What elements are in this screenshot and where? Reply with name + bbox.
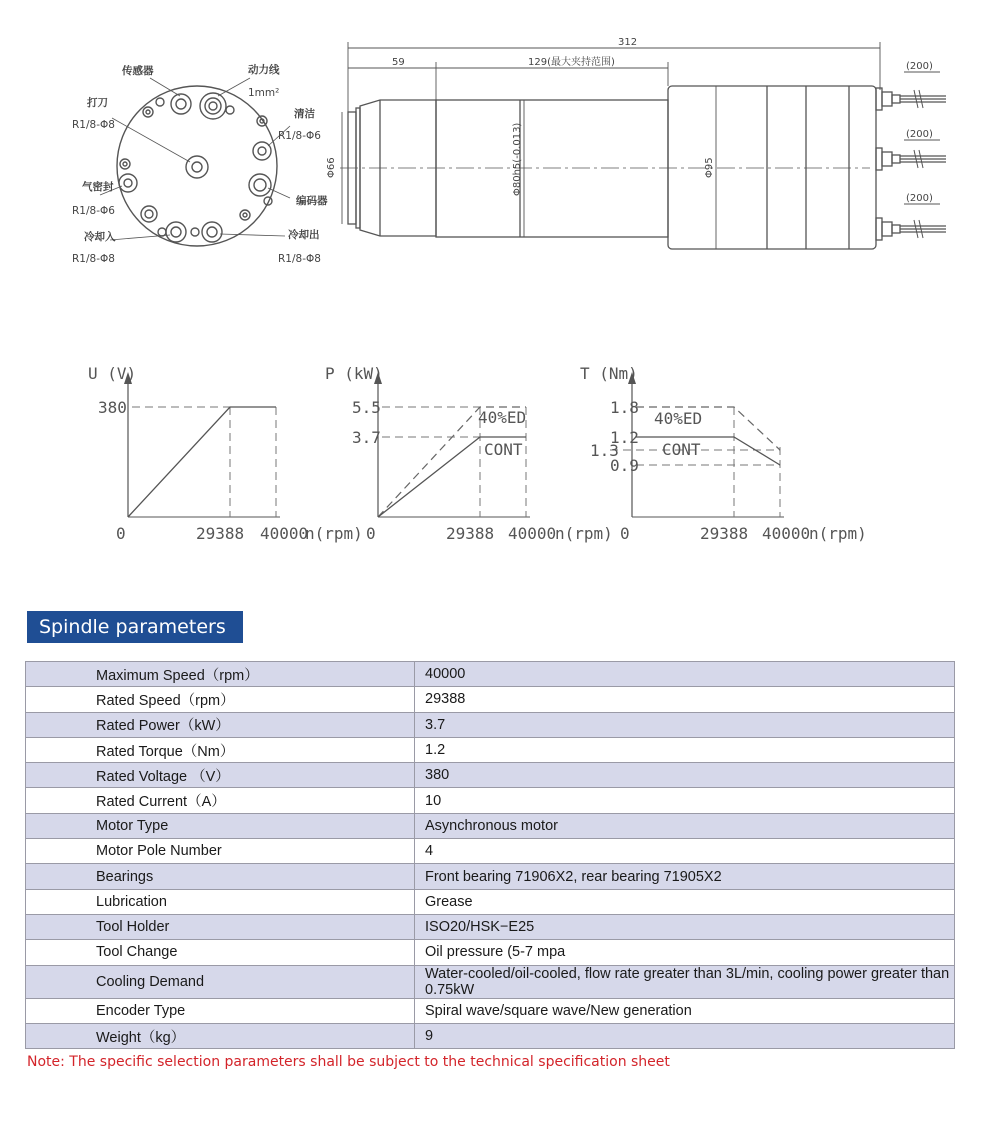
end-view (100, 78, 290, 246)
torque-ylabel: T (Nm) (580, 364, 638, 383)
table-row (26, 965, 955, 998)
power-xtick-40000: 40000 (508, 524, 557, 543)
port-cool-in (166, 222, 186, 242)
dim-front-length: 59 (392, 57, 405, 68)
dim-rear-diameter: Φ95 (704, 157, 715, 178)
label-release: 打刀 (87, 97, 108, 109)
label-cool-in: 冷却入 (84, 231, 116, 243)
label-cool-out: 冷却出 (288, 229, 320, 241)
dim-nose-diameter: Φ66 (326, 157, 337, 178)
param-name: Cooling Demand (26, 965, 415, 998)
param-value: Grease (415, 889, 955, 914)
power-ytick-5-5: 5.5 (352, 398, 381, 417)
voltage-xtick-40000: 40000 (260, 524, 309, 543)
table-row (26, 1023, 955, 1048)
dim-total-length: 312 (618, 37, 638, 48)
param-name: Motor Type (26, 813, 415, 838)
torque-xtick-0: 0 (620, 524, 630, 543)
port-release (186, 156, 208, 178)
label-cool-out-spec: R1/8-Φ8 (278, 253, 321, 265)
param-value: Front bearing 71906X2, rear bearing 71905X2 (415, 864, 955, 889)
voltage-xtick-29388: 29388 (196, 524, 245, 543)
dim-body-diameter: Φ80h5(-0.013) (512, 122, 523, 196)
port-sensor (171, 94, 191, 114)
table-row (26, 763, 955, 788)
graph-torque (580, 364, 867, 543)
param-value: 40000 (415, 662, 955, 687)
voltage-curve (128, 407, 276, 517)
torque-cont-curve (636, 437, 780, 465)
param-name: Tool Holder (26, 914, 415, 939)
power-xtick-0: 0 (366, 524, 376, 543)
param-value: 380 (415, 763, 955, 788)
param-name: Rated Voltage （V） (26, 763, 415, 788)
param-name: Motor Pole Number (26, 839, 415, 864)
table-row (26, 813, 955, 838)
label-encoder: 编码器 (296, 195, 328, 207)
param-value: Spiral wave/square wave/New generation (415, 998, 955, 1023)
section-title: Spindle parameters (27, 611, 243, 643)
label-release-spec: R1/8-Φ8 (72, 119, 115, 131)
power-xlabel: n(rpm) (555, 524, 613, 543)
param-name: Tool Change (26, 940, 415, 965)
param-name: Rated Current（A） (26, 788, 415, 813)
param-name: Weight（kg） (26, 1023, 415, 1048)
table-row (26, 687, 955, 712)
graph-power (325, 364, 613, 543)
table-row (26, 788, 955, 813)
port-seal (119, 174, 137, 192)
param-name: Lubrication (26, 889, 415, 914)
spindle-drawing (0, 0, 1000, 300)
param-value: 10 (415, 788, 955, 813)
label-seal-spec: R1/8-Φ6 (72, 205, 115, 217)
port-cool-out (202, 222, 222, 242)
dim-clamp-length: 129(最大夹持范围) (528, 57, 615, 68)
table-row (26, 737, 955, 762)
table-row (26, 914, 955, 939)
dim-cable-length-2: (200) (906, 129, 933, 140)
param-value: 1.2 (415, 737, 955, 762)
graph-voltage (88, 364, 363, 543)
voltage-xtick-0: 0 (116, 524, 126, 543)
label-sensor: 传感器 (122, 65, 154, 77)
port-clean (253, 142, 271, 160)
power-annot-40ed: 40%ED (478, 408, 527, 427)
param-value: Oil pressure (5-7 mpa (415, 940, 955, 965)
table-row (26, 998, 955, 1023)
param-name: Encoder Type (26, 998, 415, 1023)
label-seal: 气密封 (82, 181, 114, 193)
selection-note: Note: The specific selection parameters shall be subject to the technical specification sheet (27, 1054, 670, 1070)
connector-3 (876, 218, 946, 240)
label-clean-spec: R1/8-Φ6 (278, 130, 321, 142)
power-xtick-29388: 29388 (446, 524, 495, 543)
label-clean: 清洁 (294, 108, 315, 120)
side-view (340, 42, 946, 249)
table-row (26, 839, 955, 864)
torque-ytick-1-2: 1.2 (610, 428, 639, 447)
side-view-labels (326, 37, 933, 204)
spindle-parameters-table (25, 661, 955, 1049)
port-blank (141, 206, 157, 222)
label-cool-in-spec: R1/8-Φ8 (72, 253, 115, 265)
table-row (26, 889, 955, 914)
performance-graphs (0, 350, 1000, 560)
end-view-labels (72, 63, 328, 265)
param-name: Maximum Speed（rpm） (26, 662, 415, 687)
label-power-line: 动力线 (248, 64, 280, 76)
torque-xtick-29388: 29388 (700, 524, 749, 543)
power-ylabel: P (kW) (325, 364, 383, 383)
table-body (26, 662, 955, 1049)
power-annot-cont: CONT (484, 440, 523, 459)
param-name: Rated Torque（Nm） (26, 737, 415, 762)
voltage-ytick-380: 380 (98, 398, 127, 417)
connector-1 (876, 88, 946, 110)
port-power (200, 93, 226, 119)
param-name: Rated Power（kW） (26, 712, 415, 737)
power-ytick-3-7: 3.7 (352, 428, 381, 447)
torque-annot-cont: CONT (662, 440, 701, 459)
param-value: Asynchronous motor (415, 813, 955, 838)
voltage-ylabel: U (V) (88, 364, 137, 383)
label-power-spec: 1mm² (248, 87, 280, 99)
table-row (26, 864, 955, 889)
table-row (26, 662, 955, 687)
port-encoder (249, 174, 271, 196)
param-value: 3.7 (415, 712, 955, 737)
torque-xtick-40000: 40000 (762, 524, 811, 543)
torque-xlabel: n(rpm) (809, 524, 867, 543)
connector-2 (876, 148, 946, 170)
param-name: Bearings (26, 864, 415, 889)
torque-annot-40ed: 40%ED (654, 409, 703, 428)
param-value: 4 (415, 839, 955, 864)
voltage-xlabel: n(rpm) (305, 524, 363, 543)
torque-ytick-0-9: 0.9 (610, 456, 639, 475)
dim-cable-length-1: (200) (906, 61, 933, 72)
table-row (26, 712, 955, 737)
param-value: Water-cooled/oil-cooled, flow rate greater than 3L/min, cooling power greater than 0.75kW (415, 965, 955, 998)
param-value: 29388 (415, 687, 955, 712)
dim-cable-length-3: (200) (906, 193, 933, 204)
torque-ytick-1-3: 1.3 (590, 441, 619, 460)
param-value: ISO20/HSK−E25 (415, 914, 955, 939)
param-value: 9 (415, 1023, 955, 1048)
table-row (26, 940, 955, 965)
torque-ytick-1-8: 1.8 (610, 398, 639, 417)
param-name: Rated Speed（rpm） (26, 687, 415, 712)
